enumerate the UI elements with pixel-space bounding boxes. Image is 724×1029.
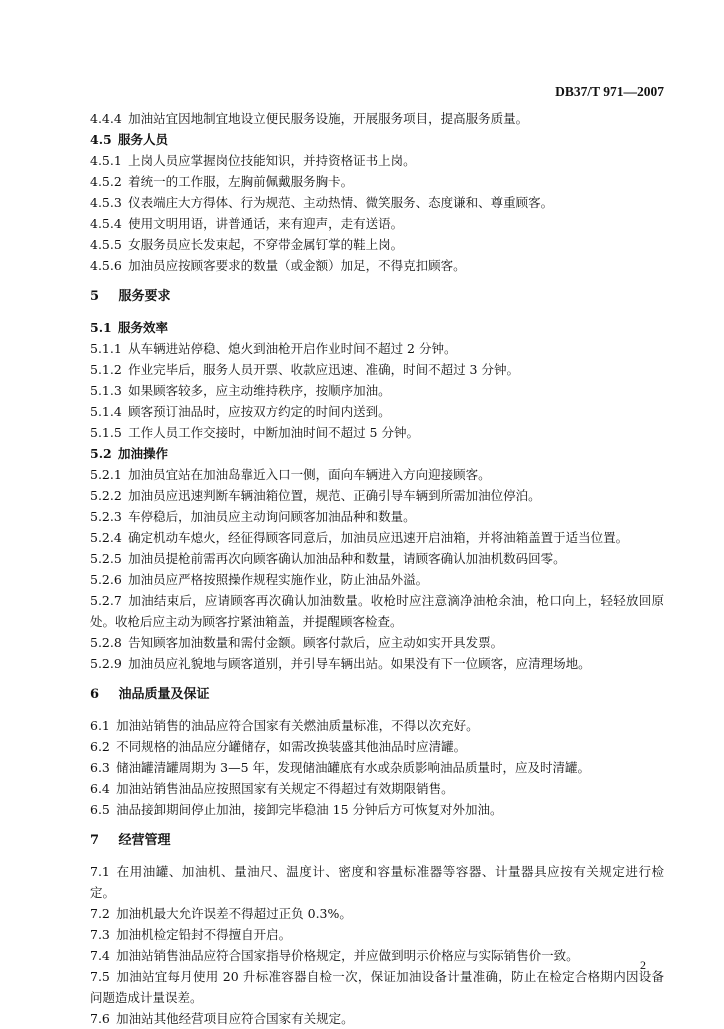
clause-text: 在用油罐、加油机、量油尺、温度计、密度和容量标准器等容器、计量器具应按有关规定进行检定。	[90, 864, 664, 900]
clause-text: 加油机检定铅封不得擅自开启。	[116, 927, 292, 942]
clause-text: 确定机动车熄火，经征得顾客同意后，加油员应迅速开启油箱，并将油箱盖置于适当位置。	[128, 530, 629, 545]
clause-4-5-1	[90, 150, 664, 171]
clause-number: 5.2.8	[90, 635, 122, 650]
clause-number: 4.5.1	[90, 153, 122, 168]
subsection-heading-5-1	[90, 317, 664, 338]
clause-text: 加油站宜每月使用 20 升标准容器自检一次，保证加油设备计量准确，防止在检定合格期内因设备问题造成计量误差。	[90, 969, 664, 1005]
clause-5-2-6	[90, 569, 664, 590]
clause-5-2-9	[90, 653, 664, 674]
clause-number: 5.1.4	[90, 404, 122, 419]
clause-number: 7	[90, 833, 100, 848]
clause-number: 6.1	[90, 718, 110, 733]
clause-6-2	[90, 736, 664, 757]
clause-text: 加油操作	[118, 446, 169, 461]
clause-4-5-6	[90, 255, 664, 276]
clause-text: 储油罐清罐周期为 3—5 年，发现储油罐底有水或杂质影响油品质量时，应及时清罐。	[116, 760, 590, 775]
clause-5-1-3	[90, 380, 664, 401]
clause-number: 5.2.2	[90, 488, 122, 503]
clause-text: 如果顾客较多，应主动维持秩序，按顺序加油。	[128, 383, 391, 398]
clause-4-4-4	[90, 108, 664, 129]
page-number: 2	[640, 958, 646, 972]
clause-4-5-5	[90, 234, 664, 255]
clause-5-2-4	[90, 527, 664, 548]
clause-number: 5.1.5	[90, 425, 122, 440]
clause-text: 加油员应迅速判断车辆油箱位置，规范、正确引导车辆到所需加油位停泊。	[128, 488, 541, 503]
clause-text: 加油员应礼貌地与顾客道别，并引导车辆出站。如果没有下一位顾客，应清理场地。	[128, 656, 591, 671]
clause-text: 不同规格的油品应分罐储存，如需改换装盛其他油品时应清罐。	[116, 739, 467, 754]
clause-5-2-3	[90, 506, 664, 527]
clause-text: 上岗人员应掌握岗位技能知识，并持资格证书上岗。	[128, 153, 416, 168]
clause-4-5-2	[90, 171, 664, 192]
clause-4-5-3	[90, 192, 664, 213]
subsection-heading-5-2	[90, 443, 664, 464]
clause-number: 4.5.4	[90, 216, 122, 231]
clause-number: 5.1.2	[90, 362, 122, 377]
clause-number: 5.2.6	[90, 572, 122, 587]
clause-text: 告知顾客加油数量和需付金额。顾客付款后，应主动如实开具发票。	[128, 635, 504, 650]
clause-text: 工作人员工作交接时，中断加油时间不超过 5 分钟。	[128, 425, 419, 440]
clause-text: 油品质量及保证	[118, 687, 210, 702]
clause-5-1-5	[90, 422, 664, 443]
clause-6-3	[90, 757, 664, 778]
clause-7-4	[90, 945, 664, 966]
clause-text: 着统一的工作服，左胸前佩戴服务胸卡。	[128, 174, 354, 189]
clause-text: 服务要求	[118, 289, 171, 304]
subsection-heading-4-5	[90, 129, 664, 150]
clause-text: 加油站销售油品应按照国家有关规定不得超过有效期限销售。	[116, 781, 454, 796]
clause-number: 7.5	[90, 969, 110, 984]
clause-number: 4.5.3	[90, 195, 122, 210]
clause-5-2-2	[90, 485, 664, 506]
clause-text: 顾客预订油品时，应按双方约定的时间内送到。	[128, 404, 391, 419]
clause-text: 加油员应严格按照操作规程实施作业，防止油品外溢。	[128, 572, 429, 587]
clause-number: 7.6	[90, 1011, 110, 1026]
clause-7-3	[90, 924, 664, 945]
clause-7-6	[90, 1008, 664, 1029]
clause-text: 服务人员	[118, 132, 169, 147]
clause-number: 5.2.3	[90, 509, 122, 524]
clause-text: 加油站销售的油品应符合国家有关燃油质量标准，不得以次充好。	[116, 718, 479, 733]
clause-text: 加油员应按顾客要求的数量（或金额）加足，不得克扣顾客。	[128, 258, 466, 273]
clause-text: 仪表端庄大方得体、行为规范、主动热情、微笑服务、态度谦和、尊重顾客。	[128, 195, 554, 210]
clause-7-2	[90, 903, 664, 924]
clause-6-4	[90, 778, 664, 799]
clause-number: 5.2.9	[90, 656, 122, 671]
document-body	[90, 108, 664, 1029]
clause-number: 5.1.1	[90, 341, 122, 356]
clause-text: 作业完毕后，服务人员开票、收款应迅速、准确，时间不超过 3 分钟。	[128, 362, 519, 377]
clause-number: 7.3	[90, 927, 110, 942]
clause-number: 7.4	[90, 948, 110, 963]
clause-7-1	[90, 861, 664, 903]
section-heading-6	[90, 684, 664, 705]
clause-text: 油品接卸期间停止加油，接卸完毕稳油 15 分钟后方可恢复对外加油。	[116, 802, 503, 817]
clause-5-2-1	[90, 464, 664, 485]
clause-text: 女服务员应长发束起，不穿带金属钉掌的鞋上岗。	[128, 237, 404, 252]
clause-number: 4.5.6	[90, 258, 122, 273]
clause-5-1-2	[90, 359, 664, 380]
clause-number: 5.1	[90, 320, 112, 335]
clause-6-1	[90, 715, 664, 736]
clause-text: 服务效率	[118, 320, 169, 335]
clause-number: 7.2	[90, 906, 110, 921]
section-heading-5	[90, 286, 664, 307]
clause-5-2-5	[90, 548, 664, 569]
clause-text: 加油机最大允许误差不得超过正负 0.3%。	[116, 906, 352, 921]
clause-text: 加油站销售油品应符合国家指导价格规定，并应做到明示价格应与实际销售价一致。	[116, 948, 579, 963]
clause-5-1-4	[90, 401, 664, 422]
clause-text: 加油员宜站在加油岛靠近入口一侧，面向车辆进入方向迎接顾客。	[128, 467, 491, 482]
clause-5-2-7	[90, 590, 664, 632]
clause-number: 5.2.7	[90, 593, 122, 608]
clause-7-5	[90, 966, 664, 1008]
clause-number: 4.4.4	[90, 111, 122, 126]
document-code: DB37/T 971—2007	[555, 84, 664, 99]
clause-number: 5.2.1	[90, 467, 122, 482]
clause-number: 6.2	[90, 739, 110, 754]
clause-text: 车停稳后，加油员应主动询问顾客加油品种和数量。	[128, 509, 416, 524]
clause-text: 经营管理	[118, 833, 171, 848]
clause-text: 使用文明用语，讲普通话，来有迎声，走有送语。	[128, 216, 404, 231]
clause-text: 加油结束后，应请顾客再次确认加油数量。收枪时应注意滴净油枪余油，枪口向上，轻轻放回原处。收枪后应主动为顾客拧紧油箱盖，并提醒顾客检查。	[90, 593, 664, 629]
clause-number: 4.5	[90, 132, 112, 147]
clause-number: 5	[90, 289, 100, 304]
clause-number: 5.2.4	[90, 530, 122, 545]
clause-5-2-8	[90, 632, 664, 653]
clause-number: 6.5	[90, 802, 110, 817]
section-heading-7	[90, 830, 664, 851]
clause-number: 5.2.5	[90, 551, 122, 566]
clause-text: 加油员提枪前需再次向顾客确认加油品种和数量，请顾客确认加油机数码回零。	[128, 551, 566, 566]
clause-number: 6.3	[90, 760, 110, 775]
clause-text: 加油站宜因地制宜地设立便民服务设施，开展服务项目，提高服务质量。	[128, 111, 529, 126]
clause-number: 6	[90, 687, 100, 702]
clause-text: 加油站其他经营项目应符合国家有关规定。	[116, 1011, 354, 1026]
clause-4-5-4	[90, 213, 664, 234]
clause-5-1-1	[90, 338, 664, 359]
clause-number: 5.2	[90, 446, 112, 461]
clause-number: 6.4	[90, 781, 110, 796]
clause-number: 7.1	[90, 864, 110, 879]
clause-text: 从车辆进站停稳、熄火到油枪开启作业时间不超过 2 分钟。	[128, 341, 457, 356]
clause-6-5	[90, 799, 664, 820]
clause-number: 4.5.5	[90, 237, 122, 252]
clause-number: 5.1.3	[90, 383, 122, 398]
clause-number: 4.5.2	[90, 174, 122, 189]
